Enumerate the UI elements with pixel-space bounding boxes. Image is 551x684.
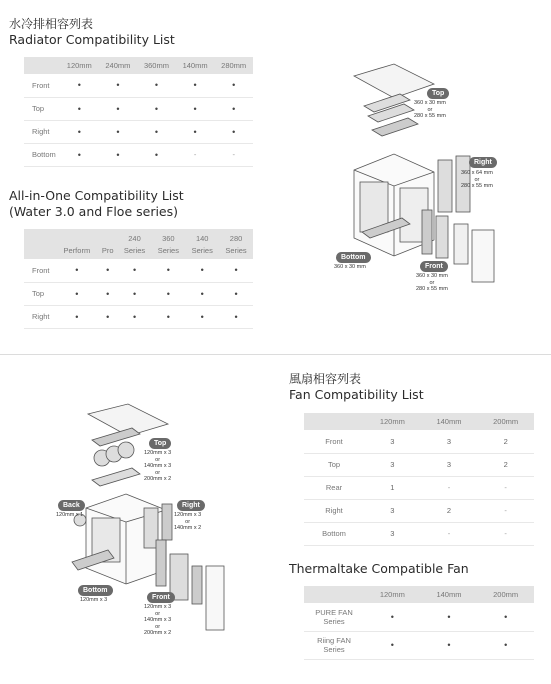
table-cell-value: • (193, 80, 197, 91)
column-header-line: 280 (229, 234, 243, 243)
table-cell (421, 631, 478, 659)
table-cell (421, 603, 478, 631)
table-cell (98, 305, 118, 328)
table-cell (421, 476, 478, 499)
table-cell (151, 282, 185, 305)
column-header (176, 57, 215, 74)
table-cell (219, 259, 253, 282)
table-row (304, 476, 534, 499)
column-header-label: 360mm (143, 61, 169, 70)
table-row (24, 282, 253, 305)
radiator-title (9, 16, 175, 48)
table-cell-value: - (504, 483, 507, 492)
thermaltake-fan-table (304, 586, 534, 660)
table-header-row (24, 229, 253, 259)
table-cell (176, 97, 215, 120)
table-cell-value: • (77, 80, 81, 91)
table-cell-value: • (132, 288, 137, 299)
radiator-right-label: Right (469, 157, 497, 168)
table-cell-value: 3 (446, 460, 452, 469)
table-row (304, 453, 534, 476)
table-cell-value: • (154, 149, 159, 160)
table-cell (137, 74, 176, 97)
row-label (304, 631, 364, 659)
column-header-line: Series (157, 246, 179, 255)
table-cell-value: - (232, 150, 235, 159)
fan-top-note: 120mm x 3 or 140mm x 3 or 200mm x 2 (144, 450, 172, 482)
table-cell (214, 74, 253, 97)
fan-front-note: 120mm x 3 or 140mm x 3 or 200mm x 2 (144, 604, 172, 636)
fan-title-en: Fan Compatibility List (289, 387, 424, 402)
table-cell-value: • (232, 126, 236, 137)
table-cell (176, 120, 215, 143)
table-cell-value: 3 (390, 529, 395, 538)
table-cell-value: • (234, 265, 238, 276)
table-cell-value: 2 (446, 506, 452, 515)
table-cell-value: 3 (390, 460, 395, 469)
table-cell-value: • (447, 640, 451, 650)
table-cell (421, 522, 478, 545)
table-cell-value: • (200, 311, 204, 322)
table-cell-value: • (447, 611, 451, 622)
column-header (477, 586, 534, 603)
table-cell-value: - (504, 529, 507, 538)
column-header-label: 200mm (493, 417, 519, 426)
row-label-line: Series (323, 645, 345, 654)
table-cell (137, 97, 176, 120)
aio-title-line1: All-in-One Compatibility List (9, 188, 184, 203)
table-cell (176, 143, 215, 166)
column-header (364, 586, 421, 603)
table-cell-value: • (166, 311, 170, 322)
table-cell (421, 430, 478, 453)
table-cell-value: • (77, 103, 81, 114)
table-cell (137, 143, 176, 166)
row-label: Front (24, 74, 60, 97)
table-cell (364, 453, 421, 476)
table-cell (137, 120, 176, 143)
radiator-top-label: Top (427, 88, 449, 99)
table-cell-value: • (75, 265, 79, 276)
table-cell-value: • (154, 126, 159, 137)
table-cell (60, 120, 99, 143)
column-header (364, 413, 421, 430)
row-label: Bottom (304, 522, 364, 545)
table-cell-value: • (234, 288, 238, 299)
fan-title (289, 371, 424, 403)
table-cell-value: 2 (503, 460, 508, 469)
table-cell-value: 2 (503, 436, 508, 446)
row-label: Bottom (24, 143, 60, 166)
table-cell-value: • (234, 311, 238, 322)
table-cell (214, 120, 253, 143)
table-cell (364, 476, 421, 499)
table-row (304, 522, 534, 545)
radiator-front-label: Front (420, 261, 448, 272)
table-cell-value: • (232, 80, 236, 91)
column-header-line: 360 (162, 234, 175, 243)
column-header (56, 229, 98, 259)
column-header-line: Perform (63, 246, 91, 255)
table-cell (364, 603, 421, 631)
column-header-line: Series (191, 246, 213, 255)
table-row (24, 259, 253, 282)
table-cell-value: • (77, 149, 81, 160)
column-header (421, 413, 478, 430)
table-cell (98, 259, 118, 282)
table-cell-value: • (232, 103, 236, 114)
table-cell-value: • (132, 311, 137, 322)
fan-top-label: Top (149, 438, 171, 449)
table-cell (99, 74, 138, 97)
table-cell (56, 259, 98, 282)
row-label-line: PURE FAN (315, 607, 353, 617)
table-cell-value: 3 (446, 436, 452, 446)
fan-back-label: Back (58, 500, 85, 511)
row-label: Top (304, 453, 364, 476)
column-header (214, 57, 253, 74)
column-header (421, 586, 478, 603)
section-divider (0, 354, 551, 355)
table-header-row (304, 413, 534, 430)
column-header (304, 586, 364, 603)
column-header-line: 240 (128, 234, 141, 243)
table-cell (364, 522, 421, 545)
table-cell (99, 97, 138, 120)
table-cell-value: - (447, 483, 451, 492)
column-header (477, 413, 534, 430)
column-header (304, 413, 364, 430)
column-header (24, 57, 60, 74)
column-header-label: 200mm (493, 590, 519, 599)
table-cell (151, 305, 185, 328)
table-cell (99, 143, 138, 166)
column-header-label: 280mm (221, 61, 247, 70)
aio-title (9, 188, 184, 220)
radiator-right-note: 360 x 64 mm or 280 x 55 mm (461, 170, 493, 189)
row-label-line: Riing FAN (317, 636, 351, 645)
table-cell-value: • (132, 265, 137, 276)
table-cell (477, 603, 534, 631)
table-cell (60, 74, 99, 97)
table-cell-value: • (106, 288, 110, 299)
table-cell (118, 305, 152, 328)
row-label: Front (304, 430, 364, 453)
table-cell (477, 631, 534, 659)
table-cell (214, 143, 253, 166)
table-cell-value: • (504, 611, 508, 622)
column-header-label: 120mm (379, 417, 405, 426)
table-cell-value: • (106, 265, 110, 276)
table-cell-value: • (200, 265, 204, 276)
radiator-front-note: 360 x 30 mm or 280 x 55 mm (416, 273, 448, 292)
table-row (24, 143, 253, 166)
table-row (24, 120, 253, 143)
row-label (304, 603, 364, 631)
table-cell (219, 305, 253, 328)
table-header-row (304, 586, 534, 603)
fan-right-label: Right (177, 500, 205, 511)
column-header-label: 140mm (436, 417, 462, 426)
table-row (24, 74, 253, 97)
table-cell-value: - (504, 506, 507, 515)
table-cell (421, 499, 478, 522)
fan-back-note: 120mm x 1 (56, 512, 84, 518)
column-header-line: Pro (101, 246, 114, 255)
table-cell (477, 430, 534, 453)
table-cell-value: • (390, 611, 394, 622)
table-cell-value: 3 (390, 436, 395, 446)
column-header-line: Series (123, 246, 146, 255)
table-cell (364, 430, 421, 453)
table-cell (56, 305, 98, 328)
table-cell (477, 522, 534, 545)
table-cell-value: - (193, 150, 197, 159)
column-header-label: 120mm (66, 61, 92, 70)
table-row (304, 603, 534, 631)
table-cell-value: - (447, 529, 451, 538)
column-header-label: 120mm (379, 590, 405, 599)
table-row (304, 430, 534, 453)
table-cell-value: • (154, 80, 159, 91)
table-cell (118, 282, 152, 305)
row-label: Rear (304, 476, 364, 499)
table-cell-value: • (166, 288, 170, 299)
table-cell (219, 282, 253, 305)
row-label: Front (24, 259, 56, 282)
column-header (118, 229, 152, 259)
fan-exploded-diagram (52, 400, 232, 640)
radiator-title-en: Radiator Compatibility List (9, 32, 175, 47)
row-label: Top (24, 282, 56, 305)
column-header (151, 229, 185, 259)
table-cell-value: • (75, 311, 79, 322)
table-cell-value: • (116, 103, 120, 114)
column-header-label: 140mm (436, 590, 462, 599)
table-cell (477, 476, 534, 499)
fan-front-label: Front (147, 592, 175, 603)
table-cell-value: • (200, 288, 204, 299)
table-cell-value: • (166, 265, 170, 276)
table-cell-value: • (193, 126, 197, 137)
row-label: Right (304, 499, 364, 522)
table-cell (56, 282, 98, 305)
fan-compatibility-table (304, 413, 534, 546)
table-cell (421, 453, 478, 476)
radiator-exploded-diagram (330, 60, 530, 300)
table-cell (364, 499, 421, 522)
table-header-row (24, 57, 253, 74)
fan-right-note: 120mm x 3 or 140mm x 2 (174, 512, 202, 531)
table-row (304, 631, 534, 659)
table-cell (118, 259, 152, 282)
aio-title-line2: (Water 3.0 and Floe series) (9, 204, 179, 219)
column-header-line: 140 (195, 234, 209, 243)
tt-fan-title-wrap (289, 561, 469, 577)
table-cell-value: 1 (390, 483, 395, 492)
table-cell-value: • (116, 80, 120, 91)
table-cell (60, 97, 99, 120)
table-cell (185, 282, 219, 305)
table-cell-value: • (193, 103, 197, 114)
table-cell (185, 259, 219, 282)
fan-bottom-note: 120mm x 3 (80, 597, 108, 603)
column-header-label: 140mm (182, 61, 208, 70)
column-header (99, 57, 138, 74)
case-fan-illustration (52, 400, 232, 640)
aio-compatibility-table (24, 229, 253, 329)
radiator-bottom-label: Bottom (336, 252, 371, 263)
row-label-line: Series (323, 616, 345, 626)
table-cell (176, 74, 215, 97)
table-cell (98, 282, 118, 305)
table-cell-value: • (116, 149, 120, 160)
row-label: Right (24, 305, 56, 328)
table-cell-value: • (106, 311, 110, 322)
fan-bottom-label: Bottom (78, 585, 113, 596)
table-cell (477, 499, 534, 522)
column-header (137, 57, 176, 74)
column-header (219, 229, 253, 259)
table-cell (60, 143, 99, 166)
column-header-line: Series (225, 246, 247, 255)
column-header (24, 229, 56, 259)
radiator-top-note: 360 x 30 mm or 280 x 55 mm (414, 100, 446, 119)
table-cell (185, 305, 219, 328)
table-row (24, 305, 253, 328)
table-cell-value: 3 (390, 506, 395, 515)
row-label: Right (24, 120, 60, 143)
radiator-title-cn: 水冷排相容列表 (9, 17, 94, 31)
column-header (60, 57, 99, 74)
table-cell (151, 259, 185, 282)
column-header-label: 240mm (105, 61, 131, 70)
row-label: Top (24, 97, 60, 120)
table-cell-value: • (154, 103, 159, 114)
radiator-compatibility-table (24, 57, 253, 167)
table-cell (214, 97, 253, 120)
column-header (98, 229, 118, 259)
table-cell-value: • (504, 640, 508, 650)
table-cell (99, 120, 138, 143)
table-row (24, 97, 253, 120)
table-cell-value: • (75, 288, 79, 299)
radiator-bottom-note: 360 x 30 mm (334, 264, 366, 270)
tt-fan-title: Thermaltake Compatible Fan (289, 561, 469, 576)
column-header (185, 229, 219, 259)
fan-title-cn: 風扇相容列表 (289, 372, 362, 386)
table-cell (364, 631, 421, 659)
table-cell-value: • (77, 126, 81, 137)
table-cell (477, 453, 534, 476)
table-cell-value: • (116, 126, 120, 137)
table-cell-value: • (390, 640, 394, 650)
table-row (304, 499, 534, 522)
